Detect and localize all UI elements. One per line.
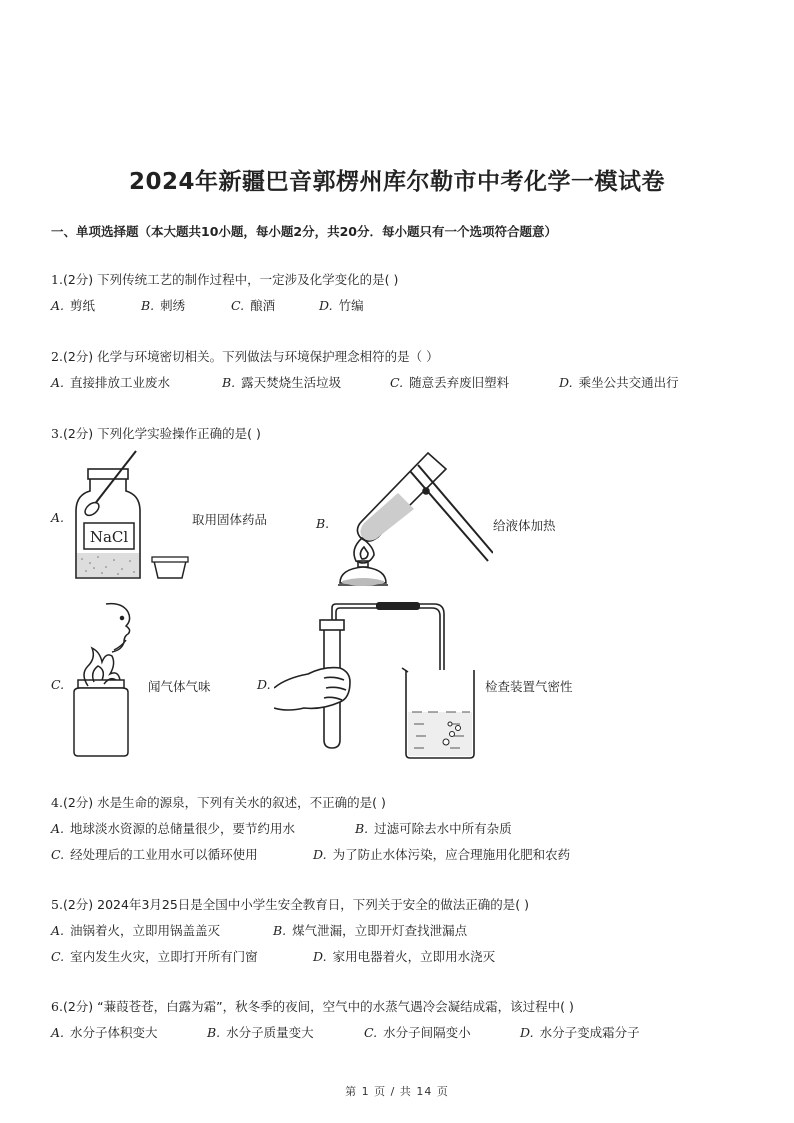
page-title: 2024年新疆巴音郭楞州库尔勒市中考化学一模试卷 <box>128 169 665 195</box>
option-1d[interactable]: D. 竹编 <box>319 298 364 313</box>
figure-b-label[interactable]: B. <box>316 516 330 531</box>
option-4d[interactable]: D. 为了防止水体污染，应合理施用化肥和农药 <box>313 847 571 862</box>
option-5c[interactable]: C. 室内发生火灾，立即打开所有门窗 <box>51 949 258 964</box>
figure-d-caption: 检查装置气密性 <box>485 679 573 694</box>
figure-a-label[interactable]: A. <box>51 510 65 525</box>
option-5a[interactable]: A. 油锅着火，立即用锅盖盖灭 <box>51 923 221 938</box>
question-3: 3.(2分) 下列化学实验操作正确的是( ) <box>51 426 261 441</box>
question-4: 4.(2分) 水是生命的源泉，下列有关水的叙述，不正确的是( ) <box>51 795 386 810</box>
option-6a[interactable]: A. 水分子体积变大 <box>51 1025 158 1040</box>
question-5: 5.(2分) 2024年3月25日是全国中小学生安全教育日，下列关于安全的做法正确的是( ) <box>51 897 530 912</box>
figure-b-heating-test-tube <box>328 443 493 603</box>
figure-b-caption: 给液体加热 <box>493 518 556 533</box>
figure-d-airtightness-check <box>274 602 484 762</box>
option-4a[interactable]: A. 地球淡水资源的总储量很少，要节约用水 <box>51 821 296 836</box>
question-6: 6.(2分) “蒹葭苍苍，白露为霜”，秋冬季的夜间，空气中的水蒸气遇冷会凝结成霜，该过程中( ) <box>51 999 574 1014</box>
option-1b[interactable]: B. 刺绣 <box>141 298 186 313</box>
figure-d-label[interactable]: D. <box>257 677 271 692</box>
option-1c[interactable]: C. 酿酒 <box>231 298 276 313</box>
option-6b[interactable]: B. 水分子质量变大 <box>207 1025 314 1040</box>
question-1: 1.(2分) 下列传统工艺的制作过程中，一定涉及化学变化的是( ) <box>51 272 399 287</box>
figure-a-caption: 取用固体药品 <box>192 512 268 527</box>
nacl-label: NaCl <box>89 528 129 546</box>
option-6c[interactable]: C. 水分子间隔变小 <box>364 1025 471 1040</box>
option-2a[interactable]: A. 直接排放工业废水 <box>51 375 171 390</box>
option-1a[interactable]: A. 剪纸 <box>51 298 96 313</box>
question-2: 2.(2分) 化学与环境密切相关。下列做法与环境保护理念相符的是（ ） <box>51 349 439 364</box>
option-2c[interactable]: C. 随意丢弃废旧塑料 <box>390 375 510 390</box>
figure-c-caption: 闻气体气味 <box>148 679 211 694</box>
figure-a-reagent-bottle <box>66 443 196 588</box>
figure-c-smelling-gas <box>66 600 146 760</box>
option-4c[interactable]: C. 经处理后的工业用水可以循环使用 <box>51 847 258 862</box>
option-4b[interactable]: B. 过滤可除去水中所有杂质 <box>355 821 512 836</box>
option-6d[interactable]: D. 水分子变成霜分子 <box>520 1025 640 1040</box>
option-2d[interactable]: D. 乘坐公共交通出行 <box>559 375 679 390</box>
option-2b[interactable]: B. 露天焚烧生活垃圾 <box>222 375 342 390</box>
option-5d[interactable]: D. 家用电器着火，立即用水浇灭 <box>313 949 496 964</box>
option-5b[interactable]: B. 煤气泄漏，立即开灯查找泄漏点 <box>273 923 468 938</box>
page-footer: 第 1 页 / 共 14 页 <box>345 1085 449 1098</box>
section-heading: 一、单项选择题（本大题共10小题，每小题2分，共20分．每小题只有一个选项符合题意） <box>51 224 557 239</box>
figure-c-label[interactable]: C. <box>51 677 65 692</box>
